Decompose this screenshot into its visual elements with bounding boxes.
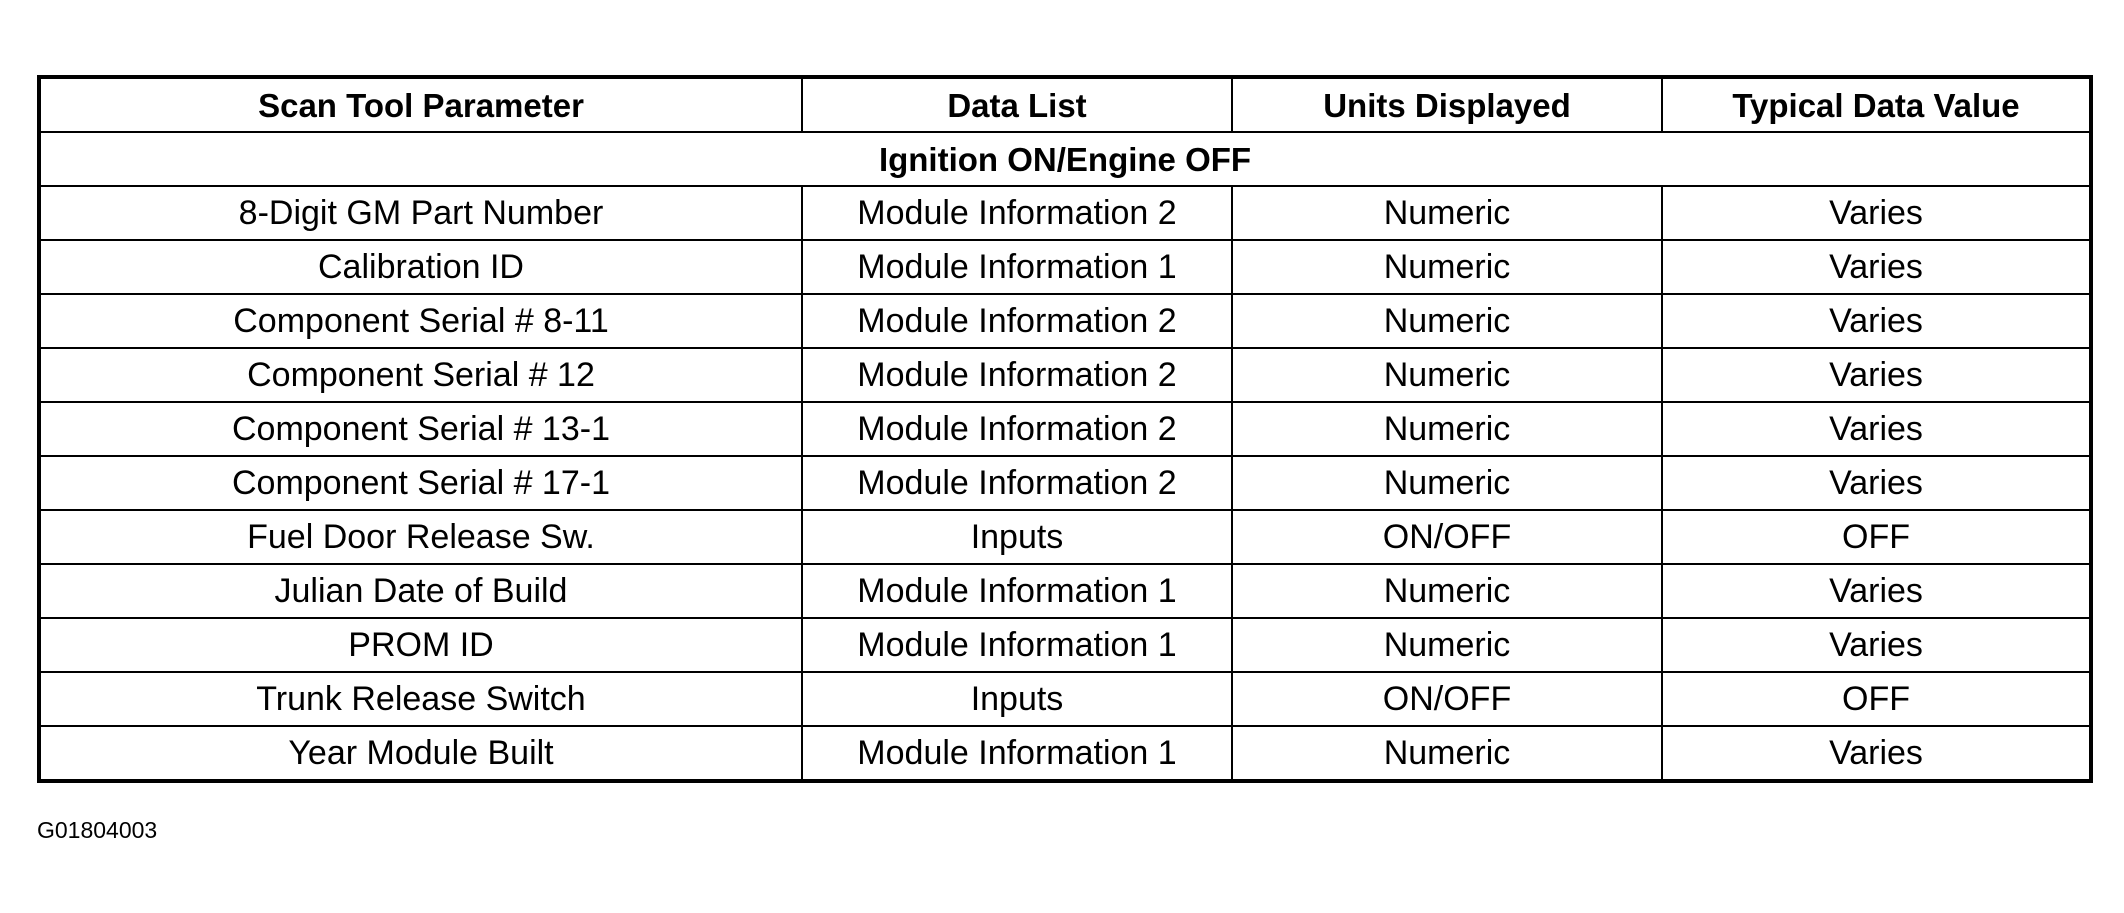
header-units-displayed: Units Displayed bbox=[1232, 77, 1662, 132]
header-typical-data-value: Typical Data Value bbox=[1662, 77, 2091, 132]
cell-data-list: Module Information 1 bbox=[802, 240, 1232, 294]
cell-parameter: Component Serial # 12 bbox=[39, 348, 802, 402]
table-row bbox=[39, 726, 2091, 781]
cell-data-list: Module Information 1 bbox=[802, 564, 1232, 618]
cell-typical-value: Varies bbox=[1662, 402, 2091, 456]
cell-units: Numeric bbox=[1232, 726, 1662, 781]
cell-data-list: Module Information 1 bbox=[802, 726, 1232, 781]
cell-parameter: Fuel Door Release Sw. bbox=[39, 510, 802, 564]
cell-data-list: Module Information 2 bbox=[802, 294, 1232, 348]
table-row bbox=[39, 456, 2091, 510]
section-title: Ignition ON/Engine OFF bbox=[39, 132, 2091, 186]
table-row bbox=[39, 240, 2091, 294]
cell-typical-value: Varies bbox=[1662, 348, 2091, 402]
cell-parameter: Julian Date of Build bbox=[39, 564, 802, 618]
cell-data-list: Module Information 2 bbox=[802, 348, 1232, 402]
header-data-list: Data List bbox=[802, 77, 1232, 132]
cell-units: Numeric bbox=[1232, 186, 1662, 240]
table-row bbox=[39, 510, 2091, 564]
table-row bbox=[39, 186, 2091, 240]
cell-typical-value: Varies bbox=[1662, 240, 2091, 294]
table-row bbox=[39, 402, 2091, 456]
cell-data-list: Module Information 2 bbox=[802, 186, 1232, 240]
cell-parameter: 8-Digit GM Part Number bbox=[39, 186, 802, 240]
cell-parameter: PROM ID bbox=[39, 618, 802, 672]
cell-units: Numeric bbox=[1232, 240, 1662, 294]
cell-parameter: Trunk Release Switch bbox=[39, 672, 802, 726]
cell-data-list: Inputs bbox=[802, 510, 1232, 564]
cell-typical-value: OFF bbox=[1662, 672, 2091, 726]
cell-typical-value: Varies bbox=[1662, 456, 2091, 510]
table-row bbox=[39, 294, 2091, 348]
cell-data-list: Module Information 2 bbox=[802, 456, 1232, 510]
cell-typical-value: Varies bbox=[1662, 294, 2091, 348]
cell-units: Numeric bbox=[1232, 618, 1662, 672]
cell-parameter: Component Serial # 13-1 bbox=[39, 402, 802, 456]
cell-typical-value: OFF bbox=[1662, 510, 2091, 564]
cell-units: Numeric bbox=[1232, 402, 1662, 456]
cell-units: Numeric bbox=[1232, 294, 1662, 348]
table-header-row bbox=[39, 77, 2091, 132]
cell-typical-value: Varies bbox=[1662, 564, 2091, 618]
cell-data-list: Module Information 2 bbox=[802, 402, 1232, 456]
cell-typical-value: Varies bbox=[1662, 618, 2091, 672]
figure-code: G01804003 bbox=[37, 817, 158, 843]
cell-units: ON/OFF bbox=[1232, 672, 1662, 726]
cell-parameter: Year Module Built bbox=[39, 726, 802, 781]
section-row bbox=[39, 132, 2091, 186]
document-sheet bbox=[37, 75, 2089, 783]
cell-parameter: Calibration ID bbox=[39, 240, 802, 294]
header-scan-tool-parameter: Scan Tool Parameter bbox=[39, 77, 802, 132]
cell-parameter: Component Serial # 8-11 bbox=[39, 294, 802, 348]
cell-data-list: Inputs bbox=[802, 672, 1232, 726]
cell-parameter: Component Serial # 17-1 bbox=[39, 456, 802, 510]
table-row bbox=[39, 348, 2091, 402]
table-row bbox=[39, 672, 2091, 726]
cell-units: Numeric bbox=[1232, 564, 1662, 618]
cell-units: Numeric bbox=[1232, 456, 1662, 510]
cell-data-list: Module Information 1 bbox=[802, 618, 1232, 672]
cell-typical-value: Varies bbox=[1662, 726, 2091, 781]
cell-typical-value: Varies bbox=[1662, 186, 2091, 240]
scan-tool-data-table bbox=[37, 75, 2093, 783]
table-row bbox=[39, 618, 2091, 672]
cell-units: Numeric bbox=[1232, 348, 1662, 402]
cell-units: ON/OFF bbox=[1232, 510, 1662, 564]
table-row bbox=[39, 564, 2091, 618]
